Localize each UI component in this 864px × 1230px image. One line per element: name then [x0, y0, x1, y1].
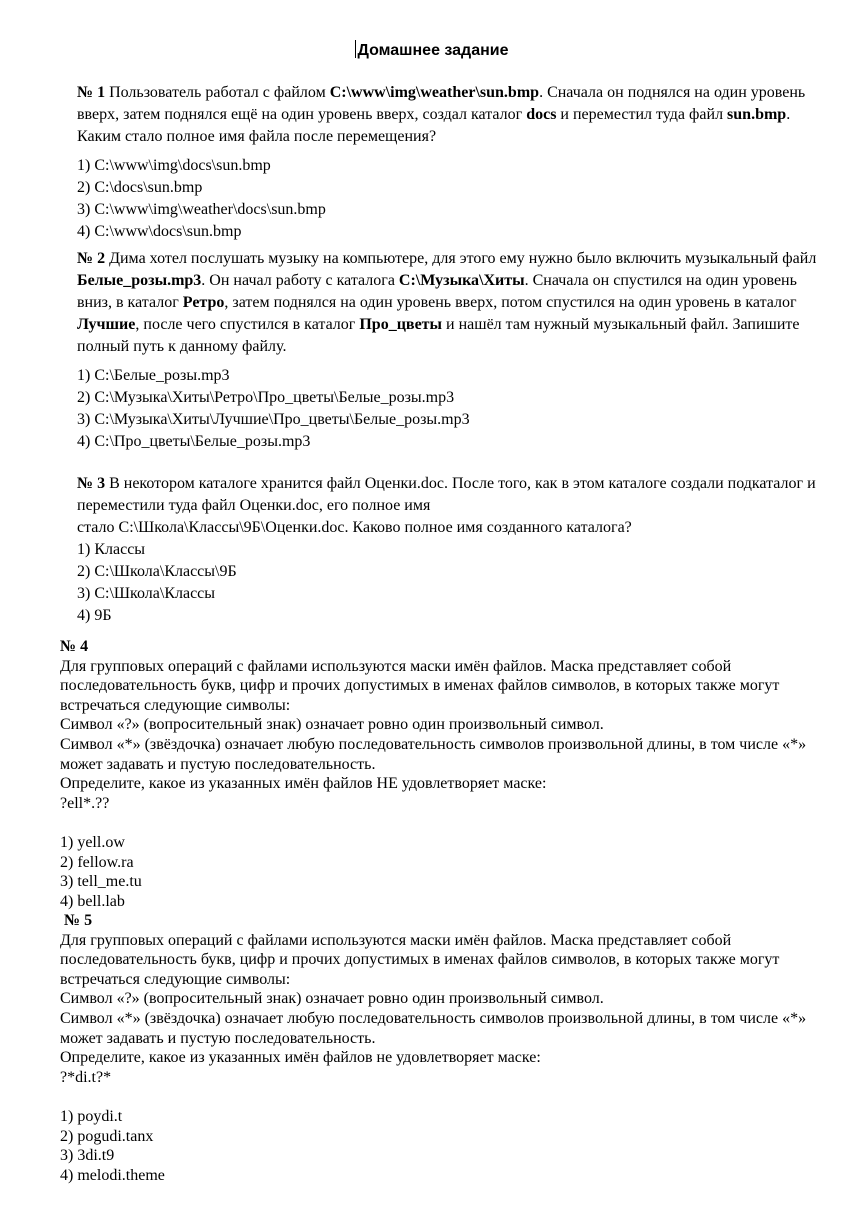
- task-5-number-text: № 5: [60, 912, 93, 929]
- task-3-text: стало C:\Школа\Классы\9Б\Оценки.doc. Каково полное имя созданного каталога?: [77, 519, 632, 536]
- task-2-bold: Белые_розы.mp3: [77, 272, 202, 289]
- page-title: [0, 40, 864, 60]
- task-3-option: 4) 9Б: [77, 607, 112, 624]
- task-2-option: 1) C:\Белые_розы.mp3: [77, 367, 230, 384]
- task-1-bold-dir: docs: [526, 106, 557, 123]
- task-5-text: Символ «?» (вопросительный знак) означает ровно один произвольный символ.: [60, 990, 604, 1008]
- task-2-option: 3) C:\Музыка\Хиты\Лучшие\Про_цветы\Белые_розы.mp3: [77, 411, 470, 428]
- task-3-option: 2) C:\Школа\Классы\9Б: [77, 563, 237, 580]
- task-2-text: , затем поднялся на один уровень вверх, потом спустился на один уровень в каталог: [224, 294, 797, 311]
- task-5-text: Определите, какое из указанных имён файлов не удовлетворяет маске:: [60, 1049, 541, 1067]
- task-5: [60, 911, 850, 1185]
- task-5-option: 2) pogudi.tanx: [60, 1127, 154, 1145]
- task-2-option: 4) C:\Про_цветы\Белые_розы.mp3: [77, 433, 311, 450]
- task-1-number: № 1: [77, 84, 106, 101]
- task-3: [77, 473, 827, 627]
- task-2-text: , после чего спустился в каталог: [135, 316, 360, 333]
- task-1-option: 1) C:\www\img\docs\sun.bmp: [77, 157, 271, 174]
- task-4-text: Для групповых операций с файлами используются маски имён файлов. Маска представляет собой последовательность букв, цифр и прочих допустимых в именах файлов символов, в которых также могут встречаться следующие символы:: [60, 657, 780, 714]
- task-1-option: 4) C:\www\docs\sun.bmp: [77, 223, 242, 240]
- task-4: [60, 637, 850, 911]
- task-4-option: 1) yell.ow: [60, 833, 125, 851]
- task-4-text: Символ «?» (вопросительный знак) означает ровно один произвольный символ.: [60, 716, 604, 734]
- task-5-number: [60, 911, 850, 931]
- task-2: [77, 248, 827, 453]
- task-3-question: [77, 473, 827, 517]
- task-1-text: Пользователь работал с файлом: [105, 84, 330, 101]
- task-5-option: 1) poydi.t: [60, 1107, 123, 1125]
- task-5-text: Для групповых операций с файлами используются маски имён файлов. Маска представляет собой последовательность букв, цифр и прочих допустимых в именах файлов символов, в которых также могут встречаться следующие символы:: [60, 931, 780, 988]
- task-1-bold-path: C:\www\img\weather\sun.bmp: [329, 84, 540, 101]
- task-4-option: 2) fellow.ra: [60, 853, 134, 871]
- task-1-option: 2) C:\docs\sun.bmp: [77, 179, 203, 196]
- task-1-question: [77, 82, 827, 148]
- task-2-bold: C:\Музыка\Хиты: [398, 272, 525, 289]
- task-1-text: . Каким стало полное имя файла после перемещения?: [77, 106, 791, 145]
- task-4-option: 3) tell_me.tu: [60, 873, 142, 891]
- task-2-option: 2) C:\Музыка\Хиты\Ретро\Про_цветы\Белые_розы.mp3: [77, 389, 455, 406]
- task-2-text: . Сначала он спустился на один уровень вниз, в каталог: [77, 272, 797, 311]
- task-2-number: № 2: [77, 250, 106, 267]
- page-title-text: Домашнее задание: [357, 42, 509, 59]
- task-3-option: 3) C:\Школа\Классы: [77, 585, 216, 602]
- task-4-number: [60, 637, 850, 657]
- task-2-text: и нашёл там нужный музыкальный файл. Запишите полный путь к данному файлу.: [77, 316, 800, 355]
- task-4-mask: ?ell*.??: [60, 794, 110, 812]
- task-2-bold: Про_цветы: [359, 316, 443, 333]
- task-4-text: Определите, какое из указанных имён файлов НЕ удовлетворяет маске:: [60, 775, 547, 793]
- task-1-bold-file: sun.bmp: [727, 106, 787, 123]
- task-3-number: № 3: [77, 475, 106, 492]
- task-3-text: В некотором каталоге хранится файл Оценки.doc. После того, как в этом каталоге создали подкаталог и переместили туда файл Оценки.doc, его полное имя: [77, 475, 816, 514]
- task-5-text: Символ «*» (звёздочка) означает любую последовательность символов произвольной длины, в том числе «*» может задавать и пустую последовательность.: [60, 1009, 807, 1047]
- task-4-number-text: № 4: [60, 638, 89, 655]
- task-5-mask: ?*di.t?*: [60, 1068, 112, 1086]
- task-1: [77, 82, 827, 243]
- task-1-text: . Сначала он поднялся на один уровень вверх, затем поднялся ещё на один уровень вверх, создал каталог: [77, 84, 806, 123]
- task-4-option: 4) bell.lab: [60, 892, 125, 910]
- task-1-option: 3) C:\www\img\weather\docs\sun.bmp: [77, 201, 326, 218]
- task-2-text: Дима хотел послушать музыку на компьютере, для этого ему нужно было включить музыкальный файл: [105, 250, 817, 267]
- task-2-question: [77, 248, 827, 358]
- task-1-text: и переместил туда файл: [556, 106, 728, 123]
- task-5-option: 3) 3di.t9: [60, 1147, 115, 1165]
- task-2-bold: Ретро: [182, 294, 225, 311]
- task-2-text: . Он начал работу с каталога: [201, 272, 399, 289]
- task-3-option: 1) Классы: [77, 541, 146, 558]
- task-2-bold: Лучшие: [77, 316, 136, 333]
- task-4-text: Символ «*» (звёздочка) означает любую последовательность символов произвольной длины, в том числе «*» может задавать и пустую последовательность.: [60, 735, 807, 773]
- task-5-option: 4) melodi.theme: [60, 1166, 165, 1184]
